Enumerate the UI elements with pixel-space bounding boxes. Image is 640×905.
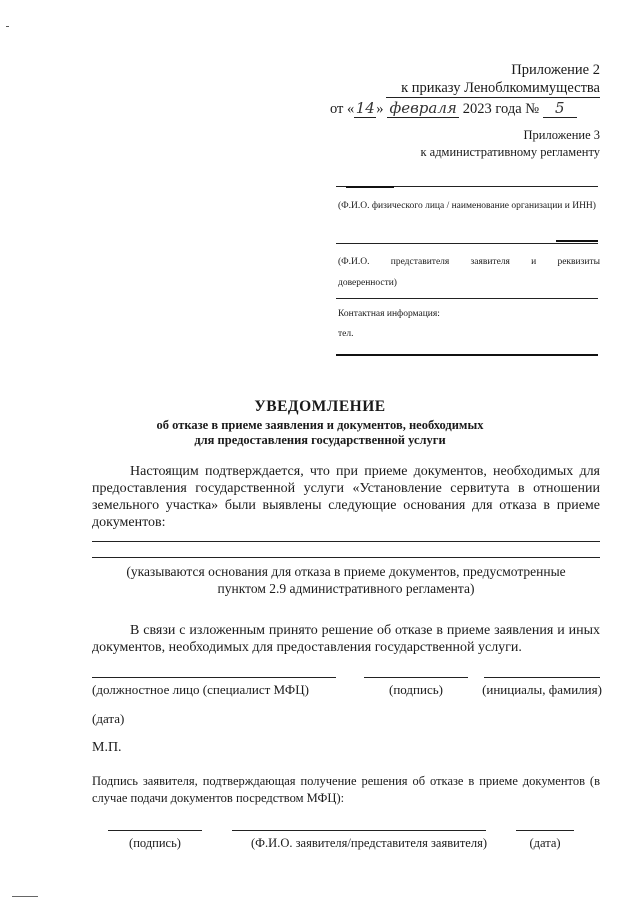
date-mid: » (376, 101, 384, 117)
contact-info-label: Контактная информация: (338, 309, 440, 319)
date-year: 2023 года № (462, 101, 540, 117)
regulation-line: к административному регламенту (420, 145, 600, 159)
notice-subtitle-line-2: для предоставления государственной услуги (194, 433, 446, 447)
paragraph-decision-text: В связи с изложенным принято решение об отказе в приеме заявления и иных документов, необходимых для предоставления государственной услуги. (92, 623, 600, 655)
appendix-3-line: Приложение 3 (523, 128, 600, 142)
applicant-date-label: (дата) (529, 836, 561, 850)
applicant-fio-label: (Ф.И.О. физического лица / наименование организации и ИНН) (338, 201, 596, 211)
date-prefix: от « (330, 101, 355, 117)
grounds-note-line-1: (указываются основания для отказа в приеме документов, предусмотренные (126, 564, 566, 579)
applicant-confirmation-text: Подпись заявителя, подтверждающая получение решения об отказе в приеме документов (в случае подачи документов посредством МФЦ): (92, 774, 600, 805)
applicant-signature-label: (подпись) (129, 836, 181, 850)
scan-mark-bottom (12, 896, 38, 897)
official-signature-label: (подпись) (389, 682, 443, 697)
scan-mark-top (6, 26, 9, 27)
paragraph-grounds (92, 463, 600, 531)
date-label: (дата) (92, 711, 125, 726)
official-label: (должностное лицо (специалист МФЦ) (92, 682, 309, 697)
applicant-confirmation (92, 773, 600, 807)
date-number: 5 (543, 99, 577, 118)
grounds-note-line-2: пунктом 2.9 административного регламента) (217, 581, 475, 596)
notice-subtitle-line-1: об отказе в приеме заявления и документов, необходимых (156, 418, 484, 432)
date-day: 14 (355, 99, 375, 117)
representative-label: (Ф.И.О. представителя заявителя и реквизиты доверенности) (338, 257, 600, 288)
applicant-fio-label-bottom: (Ф.И.О. заявителя/представителя заявителя) (251, 836, 487, 850)
phone-label: тел. (338, 329, 354, 339)
appendix-2-line: Приложение 2 (511, 62, 600, 78)
paragraph-decision (92, 622, 600, 656)
order-date-line (330, 99, 600, 118)
paragraph-grounds-text: Настоящим подтверждается, что при приеме документов, необходимых для предоставления государственной услуги «Установление сервитута в отношении земельного участка» были выявлены следующие основания для отказа в приеме документов: (92, 464, 600, 530)
date-month: февраля (387, 99, 459, 118)
stamp-label: М.П. (92, 740, 122, 755)
order-line: к приказу Леноблкомимущества (401, 80, 600, 96)
official-initials-label: (инициалы, фамилия) (482, 682, 602, 697)
notice-title: УВЕДОМЛЕНИЕ (254, 398, 386, 415)
